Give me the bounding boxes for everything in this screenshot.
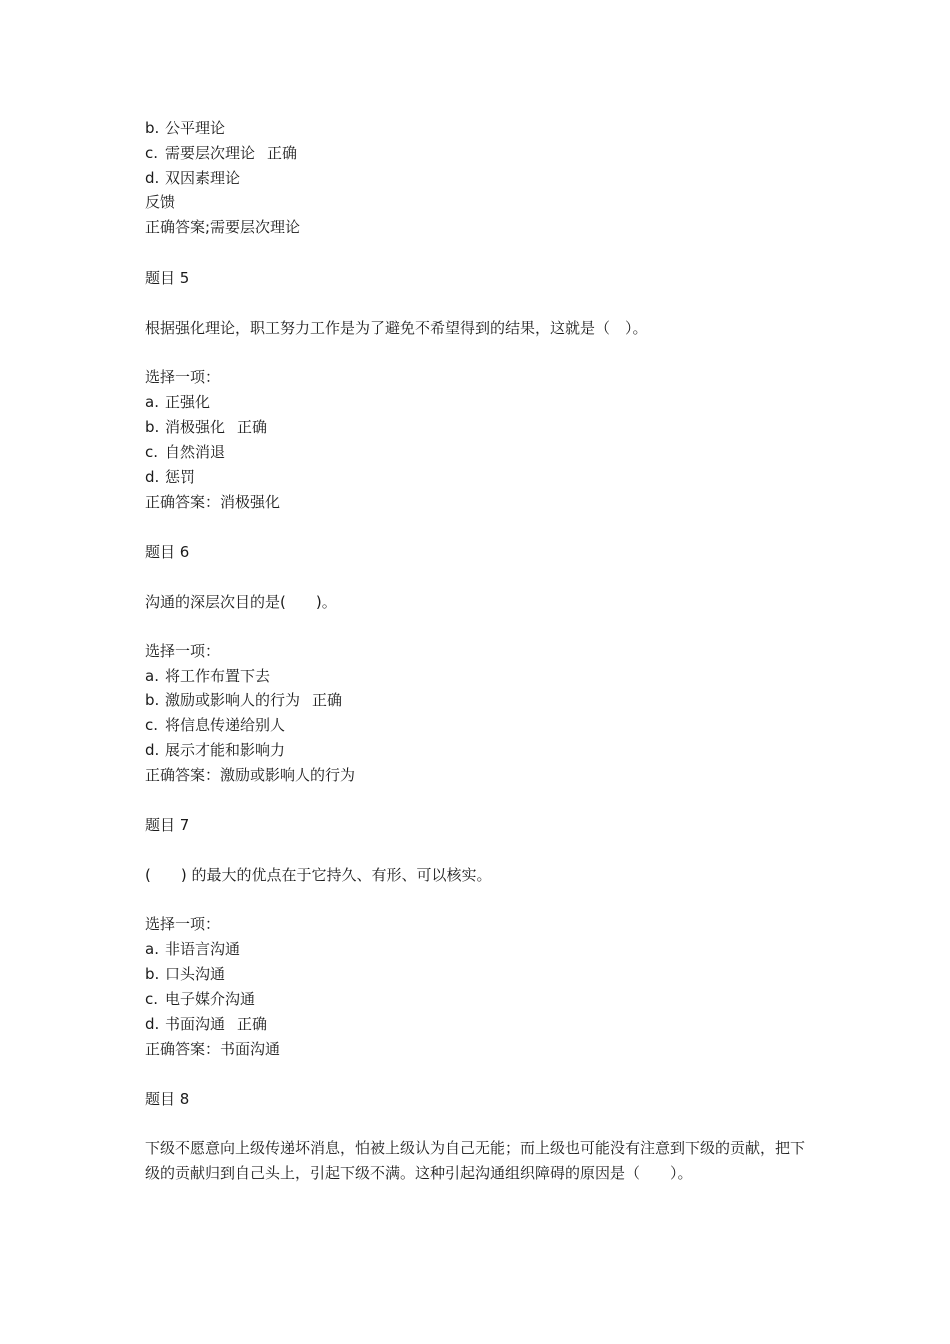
correct-mark: 正确: [312, 691, 343, 709]
option-d: d. 展示才能和影响力: [145, 741, 286, 759]
option-a: a. 将工作布置下去: [145, 667, 271, 685]
correct-mark: 正确: [237, 1015, 268, 1033]
option-c: c. 需要层次理论 正确: [145, 144, 298, 162]
correct-mark: 正确: [267, 144, 298, 162]
option-b: b. 激励或影响人的行为 正确: [145, 691, 343, 709]
correct-answer: 正确答案：激励或影响人的行为: [145, 766, 356, 784]
correct-answer: 正确答案：书面沟通: [145, 1040, 281, 1058]
choose-one-prompt: 选择一项：: [145, 642, 221, 660]
option-d: d. 惩罚: [145, 468, 196, 486]
question-stem: ( ) 的最大的优点在于它持久、有形、可以核实。: [145, 866, 492, 884]
option-c: c. 自然消退: [145, 443, 226, 461]
question-stem: 下级不愿意向上级传递坏消息，怕被上级认为自己无能；而上级也可能没有注意到下级的贡献，把下级的贡献归到自己头上，引起下级不满。这种引起沟通组织障碍的原因是（ ）。: [145, 1139, 806, 1182]
option-c: c. 将信息传递给别人: [145, 716, 286, 734]
option-b: b. 消极强化 正确: [145, 418, 268, 436]
question-heading: 题目 8: [145, 1090, 190, 1108]
correct-mark: 正确: [237, 418, 268, 436]
option-b: b. 公平理论: [145, 119, 226, 137]
option-a: a. 非语言沟通: [145, 940, 241, 958]
correct-answer: 正确答案;需要层次理论: [145, 218, 301, 236]
correct-answer: 正确答案：消极强化: [145, 493, 281, 511]
option-d: d. 书面沟通 正确: [145, 1015, 268, 1033]
question-heading: 题目 7: [145, 816, 190, 834]
option-b: b. 口头沟通: [145, 965, 226, 983]
feedback-label: 反馈: [145, 193, 176, 211]
choose-one-prompt: 选择一项：: [145, 915, 221, 933]
option-d: d. 双因素理论: [145, 169, 241, 187]
choose-one-prompt: 选择一项：: [145, 368, 221, 386]
question-heading: 题目 5: [145, 269, 190, 287]
option-c: c. 电子媒介沟通: [145, 990, 256, 1008]
question-heading: 题目 6: [145, 543, 190, 561]
question-stem: 根据强化理论，职工努力工作是为了避免不希望得到的结果，这就是（ ）。: [145, 319, 648, 337]
option-a: a. 正强化: [145, 393, 211, 411]
question-stem: 沟通的深层次目的是( )。: [145, 593, 337, 611]
